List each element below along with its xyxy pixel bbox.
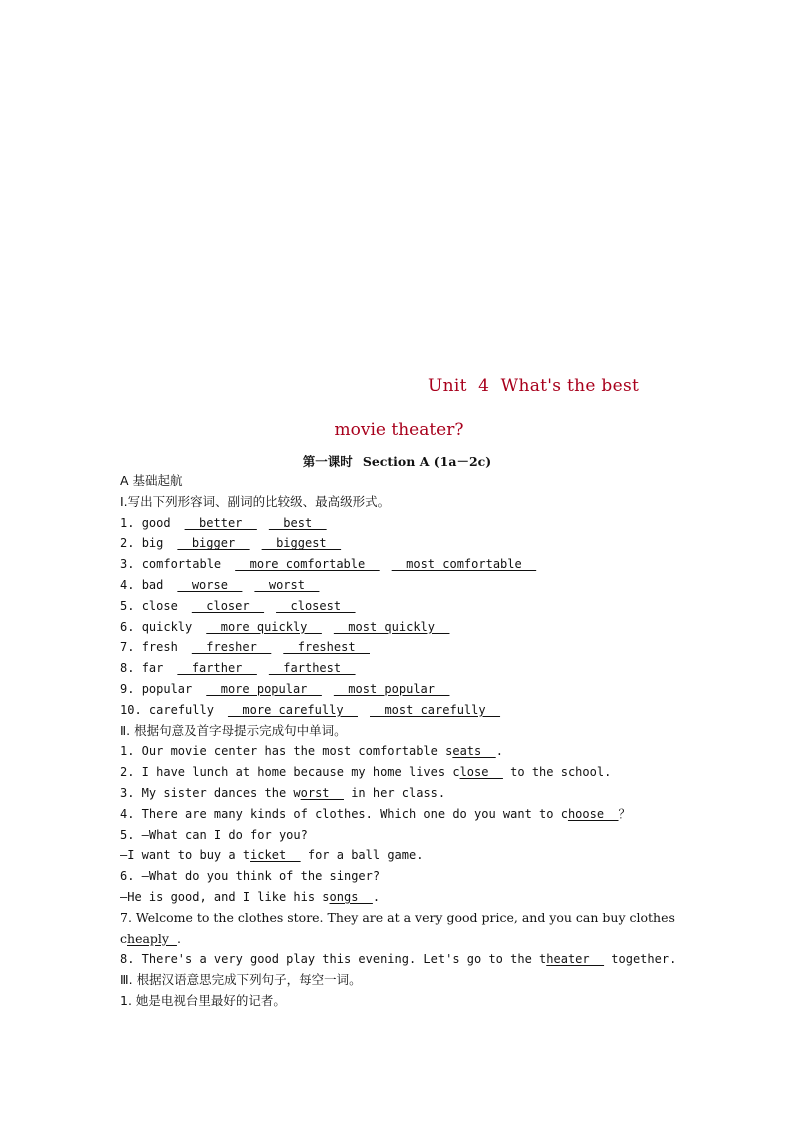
superlative-answer: biggest: [261, 536, 342, 551]
item8-text: 8. There's a very good play this evening. Let's go to the t: [120, 952, 547, 967]
sentence-text: 4. There are many kinds of clothes. Which one do you want to c: [120, 806, 568, 821]
comparative-answer: bigger: [177, 536, 250, 551]
item7-line1: 7. Welcome to the clothes store. They are at a very good price, and you can buy clothes: [120, 909, 675, 925]
sentence-text: 5. —What can I do for you?: [120, 827, 308, 842]
lesson-heading: [0, 452, 794, 470]
section2-heading: Ⅱ. 根据句意及首字母提示完成句中单词。: [120, 722, 347, 738]
answer-blank: hoose: [567, 806, 619, 821]
item-number: 8.: [120, 661, 135, 676]
comparison-row: [120, 575, 690, 596]
sentence-text: 6. —What do you think of the singer?: [120, 869, 381, 884]
part-a-heading: A 基础起航: [120, 473, 183, 488]
item7-answer: heaply: [127, 930, 177, 946]
unit-title: Unit 4 What's the best: [428, 376, 640, 396]
comparison-row: [120, 533, 690, 554]
sentence-end: ？: [618, 806, 631, 821]
comparison-row: [120, 554, 690, 575]
sentence-text: —I want to buy a t: [120, 848, 251, 863]
comparative-answer: fresher: [191, 640, 272, 655]
sentence-text: —He is good, and I like his s: [120, 889, 330, 904]
sentence-text: 2. I have lunch at home because my home lives c: [120, 765, 460, 780]
item-number: 9.: [120, 681, 135, 696]
comparative-answer: more popular: [206, 681, 322, 696]
superlative-answer: most quickly: [333, 619, 450, 634]
item-number: 6.: [120, 619, 135, 634]
item-number: 10.: [120, 702, 142, 717]
answer-blank: icket: [250, 848, 301, 863]
fill-in-line: [120, 741, 690, 762]
fill-in-line: [120, 845, 690, 866]
item7-letter: c: [120, 930, 128, 946]
superlative-answer: most popular: [333, 681, 450, 696]
comparative-answer: more comfortable: [235, 557, 380, 572]
comparative-answer: farther: [177, 661, 257, 676]
superlative-answer: closest: [276, 598, 356, 613]
fill-in-line: [120, 825, 690, 846]
item-number: 2.: [120, 536, 135, 551]
fill-in-line: [120, 762, 690, 783]
base-word: popular: [141, 681, 193, 696]
base-word: fresh: [141, 640, 178, 655]
superlative-answer: worst: [254, 577, 320, 592]
comparison-row: [120, 658, 690, 679]
base-word: big: [141, 536, 164, 551]
sentence-text: 3. My sister dances the w: [120, 785, 301, 800]
base-word: carefully: [148, 702, 214, 717]
base-word: comfortable: [141, 557, 222, 572]
fill-in-line: [120, 887, 690, 908]
superlative-answer: farthest: [268, 661, 356, 676]
section3-heading: Ⅲ. 根据汉语意思完成下列句子，每空一词。: [120, 972, 362, 988]
answer-blank: ongs: [329, 889, 373, 904]
item7-end: .: [176, 930, 181, 946]
comparison-row: [120, 617, 690, 638]
answer-blank: orst: [300, 785, 344, 800]
superlative-answer: best: [268, 515, 327, 530]
comparative-answer: worse: [177, 577, 243, 592]
item-number: 7.: [120, 640, 135, 655]
comparison-row: [120, 637, 690, 658]
comparative-answer: more carefully: [227, 702, 358, 717]
section3-item1: 1. 她是电视台里最好的记者。: [120, 992, 286, 1008]
item8-line: [120, 949, 690, 970]
sentence-text: 1. Our movie center has the most comfortable s: [120, 744, 453, 759]
item7-line2: [120, 929, 690, 950]
base-word: bad: [141, 577, 164, 592]
base-word: close: [141, 598, 178, 613]
fill-in-list: [120, 741, 690, 907]
comparison-row: [120, 679, 690, 700]
item8-answer: heater: [546, 952, 605, 967]
comparison-row: [120, 513, 690, 534]
item-number: 3.: [120, 557, 135, 572]
sentence-end: to the school.: [502, 765, 612, 780]
comparative-answer: more quickly: [206, 619, 322, 634]
item8-end: together.: [604, 952, 677, 967]
fill-in-line: [120, 783, 690, 804]
exercise-content: [120, 471, 690, 1012]
comparison-row: [120, 596, 690, 617]
sentence-end: in her class.: [343, 785, 446, 800]
base-word: good: [141, 515, 171, 530]
answer-blank: eats: [452, 744, 496, 759]
fill-in-line: [120, 804, 690, 825]
base-word: far: [141, 661, 164, 676]
base-word: quickly: [141, 619, 193, 634]
comparison-row: [120, 700, 690, 721]
unit-title-continued: movie theater?: [334, 420, 464, 440]
comparative-answer: better: [184, 515, 257, 530]
lesson-label: 第一课时: [302, 454, 353, 469]
item-number: 1.: [120, 515, 135, 530]
lesson-section: Section A (1a－2c): [362, 454, 492, 469]
superlative-answer: most comfortable: [391, 557, 537, 572]
fill-in-line: [120, 866, 690, 887]
item-number: 5.: [120, 598, 135, 613]
sentence-end: .: [372, 889, 381, 904]
answer-blank: lose: [459, 765, 503, 780]
sentence-end: for a ball game.: [300, 848, 424, 863]
comparison-list: [120, 513, 690, 721]
section1-heading: Ⅰ.写出下列形容词、副词的比较级、最高级形式。: [120, 493, 391, 509]
superlative-answer: most carefully: [370, 702, 501, 717]
superlative-answer: freshest: [283, 640, 370, 655]
item-number: 4.: [120, 577, 135, 592]
sentence-end: .: [495, 744, 503, 759]
comparative-answer: closer: [191, 598, 265, 613]
